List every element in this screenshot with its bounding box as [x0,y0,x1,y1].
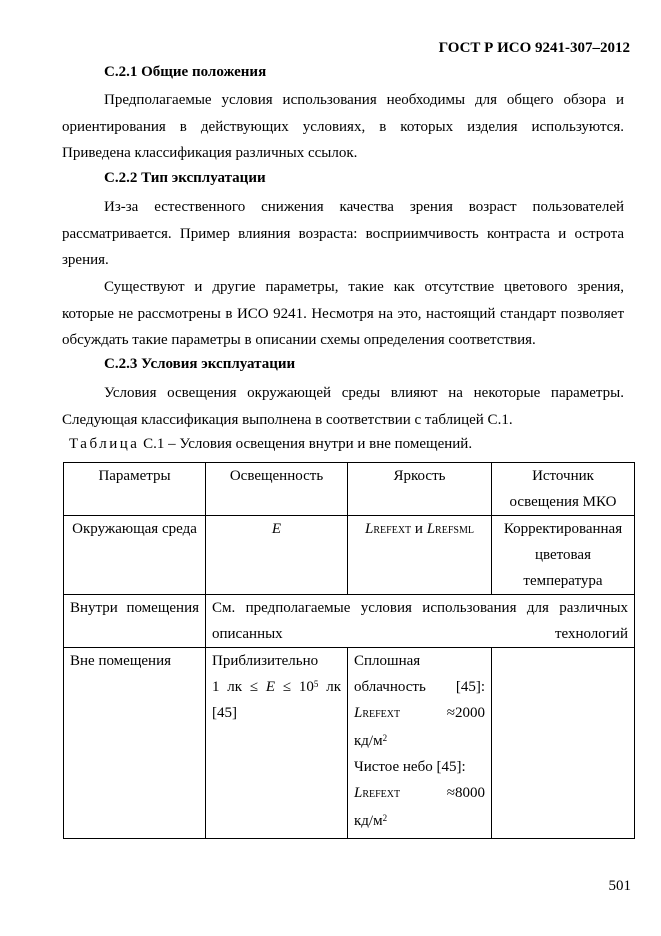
lighting-conditions-table [63,462,635,839]
section-title-operation-type: С.2.2 Тип эксплуатации [104,170,266,186]
row-outdoor-illuminance: Приблизительно 1 лк ≤ $E \le 10^5$ лк [45] [206,648,348,839]
row-outdoor-luminance: Сплошная облачность [45]: LREFEXT ≈2000 $кд/м^2$ Чистое небо [45]: LREFEXT ≈8000 $кд/м^2$ [348,648,492,839]
header-parameters: Параметры [64,463,206,516]
paragraph-general: Предполагаемые условия использования необходимы для общего обзора и ориентирования в действующих условиях, в которых изделия используются. Приведена классификация различных ссылок. [62,92,624,161]
page-number: 501 [608,878,631,894]
header-cie-source: Источник освещения МКО [492,463,635,516]
table-row [64,516,635,595]
row-outdoor-param: Вне помещения [64,648,206,839]
row-ambient-param: Окружающая среда [64,516,206,595]
header-luminance: Яркость [348,463,492,516]
table-caption-text: С.1 – Условия освещения внутри и вне помещений. [143,436,473,452]
row-ambient-illuminance: E [206,516,348,595]
table-caption-label: Таблица [69,436,140,452]
paragraph-lighting: Условия освещения окружающей среды влияют на некоторые параметры. Следующая классификация выполнена в соответствии с таблицей С.1. [62,385,624,428]
table-row [64,648,635,839]
document-header: ГОСТ Р ИСО 9241-307–2012 [438,40,630,56]
row-outdoor-source [492,648,635,839]
section-title-general: С.2.1 Общие положения [104,64,267,80]
table-caption [69,436,472,453]
row-indoor-param: Внутри помещения [64,595,206,648]
paragraph-other-parameters: Существуют и другие параметры, такие как отсутствие цветового зрения, которые не рассмотрены в ИСО 9241. Несмотря на это, настоящий стандарт позволяет обсуждать такие параметры в описании схемы определения соответствия. [62,279,624,348]
row-indoor-text: См. предполагаемые условия использования для различных описанных технологий [206,595,635,648]
section-title-operation-conditions: С.2.3 Условия эксплуатации [104,356,296,372]
table-row [64,595,635,648]
header-illuminance: Освещенность [206,463,348,516]
row-ambient-luminance: LREFEXT и LREFSML [348,516,492,595]
paragraph-age: Из-за естественного снижения качества зрения возраст пользователей рассматривается. Пример влияния возраста: восприимчивость контраста и острота зрения. [62,199,624,268]
row-ambient-source: Корректированная цветовая температура [492,516,635,595]
table-header-row [64,463,635,516]
